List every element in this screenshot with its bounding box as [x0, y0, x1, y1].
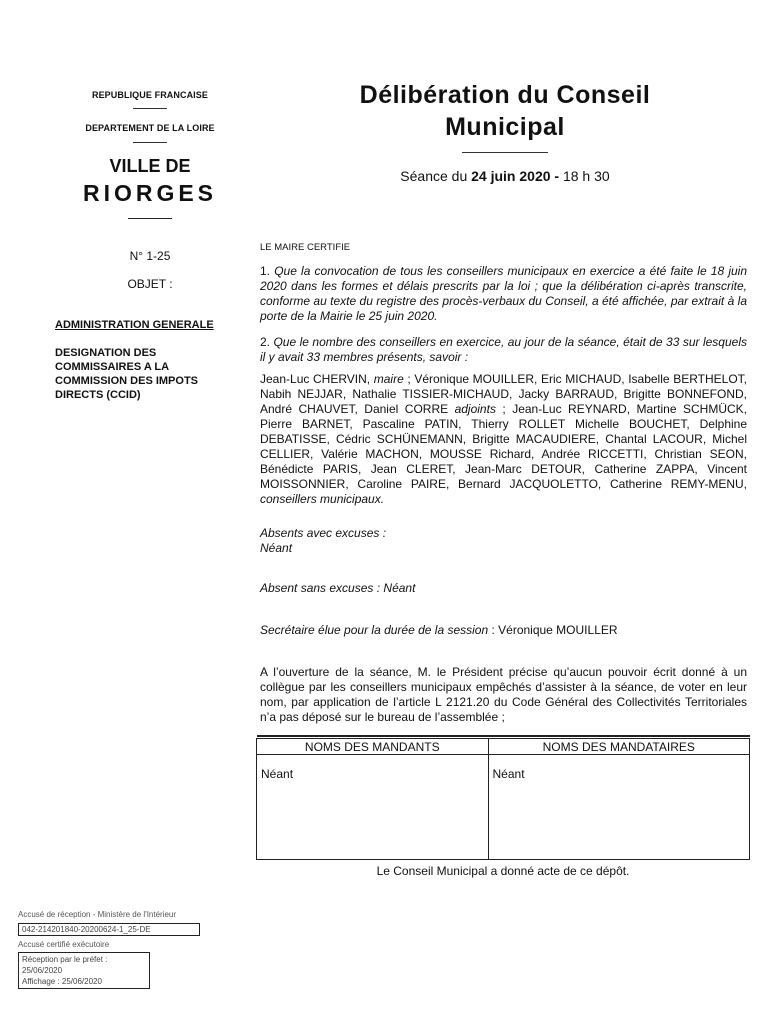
seance-line: [290, 168, 720, 184]
absents-excuses-value: Néant: [260, 541, 293, 555]
page-title: [290, 79, 720, 143]
maire-certifie: LE MAIRE CERTIFIE: [260, 242, 351, 253]
stamp-accuse-reception: Accusé de réception - Ministère de l'Intérieur: [18, 910, 177, 919]
seance-date: 24 juin 2020 -: [471, 168, 560, 184]
header-mandataires: NOMS DES MANDATAIRES: [488, 739, 749, 755]
secretaire-value: : Véronique MOUILLER: [488, 623, 618, 637]
members-adjoints: adjoints: [454, 402, 496, 416]
p1-text: Que la convocation de tous les conseillers municipaux en exercice a été faite le 18 juin 2020 dans les formes et délais prescrits par la loi ; que la délibération ci-après transcrite, conforme au texte du registre des procès-verbaux du Conseil, a été affichée, par extrait à la porte de la Mairie le 25 juin 2020.: [260, 264, 748, 323]
seance-time: 18 h 30: [559, 168, 610, 184]
title-line-2: Municipal: [445, 113, 565, 141]
ville-de: VILLE DE: [109, 156, 191, 176]
stamp-reception-prefet: Réception par le préfet : 25/06/2020: [22, 955, 108, 975]
absents-excuses: [260, 526, 747, 556]
secretaire: [260, 623, 747, 638]
seance-prefix: Séance du: [400, 168, 472, 184]
absent-sans-excuses: Absent sans excuses : Néant: [260, 581, 416, 595]
absents-excuses-label: Absents avec excuses :: [260, 526, 387, 540]
deliberation-number: N° 1-25: [129, 249, 171, 263]
title-underline: [462, 152, 548, 153]
separator: [50, 142, 250, 143]
members-list: [260, 372, 747, 507]
paragraph-2: [260, 335, 747, 365]
p2-number: 2.: [260, 335, 274, 349]
members-maire: maire: [373, 372, 404, 386]
cell-mandataires: Néant: [488, 755, 749, 860]
subject: DESIGNATION DES COMMISSAIRES A LA COMMISSION DES IMPOTS DIRECTS (CCID): [55, 347, 199, 401]
paragraph-1: [260, 264, 747, 324]
ouverture-paragraph: A l’ouverture de la séance, M. le Président précise qu’aucun pouvoir écrit donné à un collègue par les conseillers municipaux empêchés d’assister à la séance, de voter en leur nom, par application de l’article L 2121.20 du Code Général des Collectivités Territoriales n’a pas déposé sur le bureau de l’assemblée ;: [260, 665, 747, 724]
cell-mandants: Néant: [257, 755, 489, 860]
p1-number: 1.: [260, 264, 275, 278]
category: ADMINISTRATION GENERALE: [55, 319, 214, 331]
secretaire-label: Secrétaire élue pour la durée de la session: [260, 623, 489, 637]
mandats-table: [256, 735, 750, 860]
stamp-dates: [18, 952, 150, 989]
ville-name: RIORGES: [82, 180, 218, 206]
members-part-3: ; Jean-Luc REYNARD, Martine SCHMÜCK, Pierre BARNET, Pascaline PATIN, Thierry ROLLET Michelle BOUCHET, Delphine DEBATISSE, Cédric SCHÜNEMANN, Brigitte MACAUDIERE, Chantal LACOUR, Michel CELLIER, Valérie MACHON, MOUSSE Richard, Andrée RICCETTI, Christian SEON, Bénédicte PARIS, Jean CLERET, Jean-Marc DETOUR, Catherine ZAPPA, Vincent MOISSONNIER, Caroline PAIRE, Bernard JACQUOLETTO, Catherine REMY-MENU,: [260, 402, 747, 491]
republique-francaise: REPUBLIQUE FRANCAISE: [91, 90, 208, 100]
acte-depot: Le Conseil Municipal a donné acte de ce dépôt.: [376, 864, 630, 878]
objet-label: OBJET :: [127, 277, 173, 291]
separator: [50, 108, 250, 109]
header-mandants: NOMS DES MANDANTS: [257, 739, 489, 755]
members-part-2: ; Véronique MOUILLER, Eric MICHAUD, Isabelle BERTHELOT, Nabih NEJJAR, Nathalie TISSIER-MICHAUD, Jacky BARRAUD, Brigitte BONNEFOND, André CHAUVET, Daniel CORRE: [260, 372, 747, 416]
stamp-certifie: Accusé certifié exécutoire: [18, 940, 110, 949]
departement: DEPARTEMENT DE LA LOIRE: [85, 123, 215, 133]
p2-text: Que le nombre des conseillers en exercice, au jour de la séance, était de 33 sur lesquels il y avait 33 membres présents, savoir :: [260, 335, 747, 364]
stamp-affichage: Affichage : 25/06/2020: [22, 977, 102, 986]
separator: [50, 218, 250, 219]
stamp-reference: 042-214201840-20200624-1_25-DE: [18, 923, 200, 936]
members-conseillers: conseillers municipaux.: [260, 492, 385, 506]
members-part-1: Jean-Luc CHERVIN,: [260, 372, 374, 386]
title-line-1: Délibération du Conseil: [359, 81, 651, 109]
